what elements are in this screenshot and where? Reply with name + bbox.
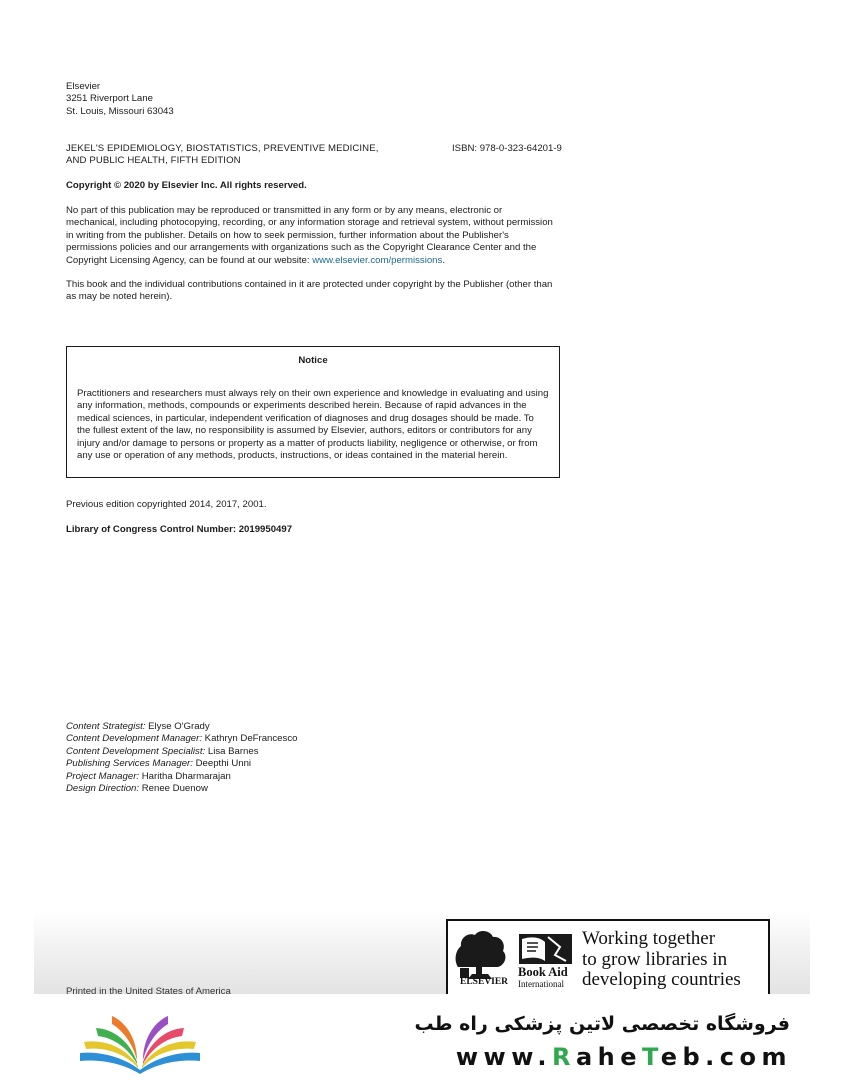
- url-part: ahe: [575, 1043, 643, 1071]
- credit-name: Kathryn DeFrancesco: [204, 733, 298, 745]
- url-part-accent: T: [642, 1043, 661, 1071]
- credit-row: [66, 758, 297, 770]
- book-aid-tagline: [582, 929, 768, 991]
- url-part: www.: [455, 1043, 552, 1071]
- credit-name: Renee Duenow: [141, 782, 208, 794]
- publisher-address: [66, 81, 174, 118]
- lccn: Library of Congress Control Number: 2019950497: [66, 524, 293, 535]
- international-label: International: [518, 979, 564, 989]
- credit-name: Deepthi Unni: [195, 758, 252, 770]
- tagline-line: Working together: [582, 928, 716, 949]
- notice-title: Notice: [298, 355, 328, 366]
- credit-name: Lisa Barnes: [207, 745, 259, 757]
- printed-in: Printed in the United States of America: [66, 986, 231, 994]
- address-line: 3251 Riverport Lane: [66, 93, 153, 105]
- address-line: St. Louis, Missouri 63043: [66, 105, 174, 117]
- credits-list: [66, 721, 297, 795]
- credit-row: [66, 771, 297, 783]
- credit-role: Content Strategist:: [66, 721, 146, 732]
- credit-row: [66, 746, 297, 758]
- book-title: JEKEL'S EPIDEMIOLOGY, BIOSTATISTICS, PREVENTIVE MEDICINE, AND PUBLIC HEALTH, FIFTH EDITION: [66, 143, 379, 167]
- credit-role: Content Development Manager:: [66, 733, 202, 745]
- banner-url[interactable]: [456, 1043, 792, 1071]
- credit-name: Haritha Dharmarajan: [141, 770, 231, 782]
- credit-role: Design Direction:: [66, 782, 140, 794]
- credit-role: Content Development Specialist:: [66, 745, 206, 757]
- credit-row: [66, 783, 297, 795]
- url-part: eb.com: [660, 1043, 792, 1071]
- copyright-line: Copyright © 2020 by Elsevier Inc. All rights reserved.: [66, 180, 307, 191]
- rights-end: .: [442, 254, 445, 266]
- isbn: ISBN: 978-0-323-64201-9: [452, 143, 562, 154]
- credit-role: Project Manager:: [66, 770, 140, 782]
- rights-text: No part of this publication may be reproduced or transmitted in any form or by any means, electronic or mechanical, including photocopying, recording, or any information storage and retrieval system, without permission in writing from the publisher. Details on how to seek permission, further information about the Publisher's permissions policies and our arrangements with organizations such as the Copyright Clearance Center and the Copyright Licensing Agency, can be found at our website:: [66, 205, 553, 266]
- notice-box: [66, 346, 560, 478]
- book-aid-book-icon: [519, 934, 572, 964]
- bookaid-label: Book Aid: [518, 965, 568, 979]
- credit-name: Elyse O'Grady: [148, 721, 210, 732]
- address-line: Elsevier: [66, 81, 101, 92]
- permissions-link[interactable]: www.elsevier.com/permissions: [312, 254, 443, 266]
- rights-paragraph: [66, 205, 556, 267]
- store-banner: [0, 994, 844, 1080]
- elsevier-label: ELSEVIER: [460, 977, 509, 987]
- protection-paragraph: This book and the individual contributions contained in it are protected under copyright by the Publisher (other than as may be noted herein).: [66, 279, 553, 303]
- credit-role: Publishing Services Manager:: [66, 758, 193, 770]
- credit-row: [66, 721, 297, 733]
- url-part-accent: R: [551, 1043, 576, 1071]
- elsevier-tree-icon: [456, 931, 506, 979]
- book-aid-box: [446, 919, 770, 995]
- tagline-line: to grow libraries in: [582, 948, 728, 970]
- previous-edition: Previous edition copyrighted 2014, 2017, 2001.: [66, 499, 267, 510]
- tagline-line: developing countries: [582, 969, 741, 990]
- credit-row: [66, 733, 297, 745]
- banner-persian-text: فروشگاه تخصصی لاتین پزشکی راه طب: [414, 1013, 790, 1035]
- notice-body: Practitioners and researchers must always rely on their own experience and knowledge in evaluating and using any information, methods, compounds or experiments described herein. Because of rapid advances in the medical sciences, in particular, independent verification of diagnoses and drug dosages should be made. To the fullest extent of the law, no responsibility is assumed by Elsevier, authors, editors or contributors for any injury and/or damage to persons or property as a matter of products liability, negligence or otherwise, or from any use or operation of any methods, products, instructions, or ideas contained in the material herein.: [77, 388, 549, 462]
- open-book-logo-icon: [76, 1004, 204, 1074]
